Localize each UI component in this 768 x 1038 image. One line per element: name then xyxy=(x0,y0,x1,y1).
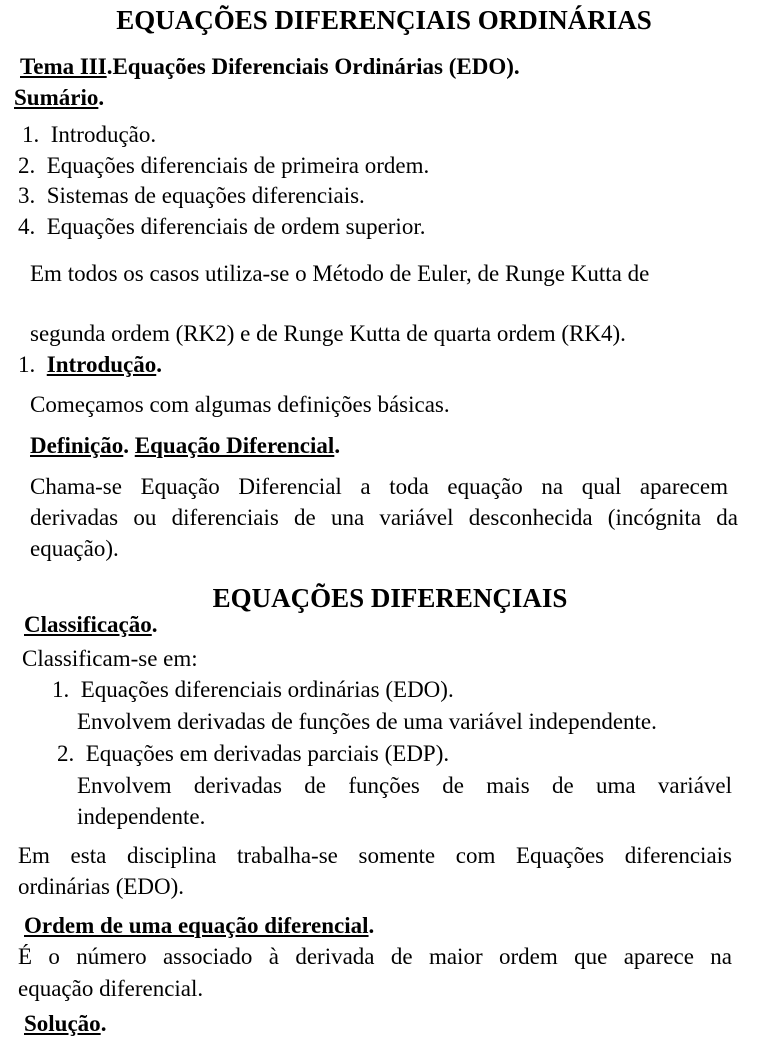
definition-suffix: . xyxy=(334,433,341,458)
intro-text: Começamos com algumas definições básicas. xyxy=(30,392,450,417)
definition-line-3: equação). xyxy=(30,536,119,561)
sumario-label: Sumário xyxy=(14,85,99,110)
class-intro: Classificam-se em: xyxy=(22,646,198,671)
solucao-suffix: . xyxy=(100,1011,107,1036)
definition-line-2: derivadas ou diferenciais de una variável desconhecida (incógnita da xyxy=(30,505,738,530)
class-item-1-desc: Envolvem derivadas de funções de uma variável independente. xyxy=(77,709,657,734)
classificacao-suffix: . xyxy=(151,612,158,637)
class-item-2-desc-line-2: independente. xyxy=(77,804,206,829)
tema-label: Tema III xyxy=(20,54,107,79)
definition-line-1: Chama-se Equação Diferencial a toda equação na qual aparecem xyxy=(30,474,728,499)
intro-heading xyxy=(18,351,162,379)
class-item-2 xyxy=(57,740,449,768)
ordem-suffix: . xyxy=(368,913,375,938)
summary-item-4 xyxy=(18,213,425,241)
methods-line-1: Em todos os casos utiliza-se o Método de Euler, de Runge Kutta de xyxy=(30,261,650,286)
class-item-2-desc-line-1: Envolvem derivadas de funções de mais de uma variável xyxy=(77,773,732,798)
list-text: Equações em derivadas parciais (EDP). xyxy=(85,741,450,766)
summary-item-1 xyxy=(22,121,156,149)
edo-line-2: ordinárias (EDO). xyxy=(18,874,185,899)
list-number: 2. xyxy=(57,741,75,766)
list-number: 2. xyxy=(18,153,36,178)
edo-line-1: Em esta disciplina trabalha-se somente com Equações diferenciais xyxy=(18,843,732,868)
sumario-suffix: . xyxy=(98,85,105,110)
list-number: 4. xyxy=(18,214,36,239)
list-text: Equações diferenciais de ordem superior. xyxy=(46,214,426,239)
definition-label: Definição xyxy=(30,433,124,458)
list-number: 1. xyxy=(52,677,70,702)
ordem-line-1: É o número associado à derivada de maior ordem que aparece na xyxy=(18,944,732,969)
summary-item-2 xyxy=(18,152,429,180)
classificacao-label: Classificação xyxy=(24,612,152,637)
section-title: EQUAÇÕES DIFERENÇIAIS xyxy=(212,583,568,613)
solucao-label: Solução xyxy=(24,1011,101,1036)
definition-heading xyxy=(30,432,340,460)
methods-line-2: segunda ordem (RK2) e de Runge Kutta de quarta ordem (RK4). xyxy=(30,321,626,346)
list-text: Introdução. xyxy=(50,122,157,147)
ordem-heading xyxy=(24,912,374,940)
definition-term: Equação Diferencial xyxy=(134,433,335,458)
page-title: EQUAÇÕES DIFERENÇIAIS ORDINÁRIAS xyxy=(116,5,652,35)
ordem-label: Ordem de uma equação diferencial xyxy=(24,913,369,938)
list-number: 1. xyxy=(22,122,40,147)
classificacao-heading xyxy=(24,611,158,639)
class-item-1 xyxy=(52,676,454,704)
list-text: Equações diferenciais de primeira ordem. xyxy=(46,153,430,178)
ordem-line-2: equação diferencial. xyxy=(18,976,204,1001)
list-number: 3. xyxy=(18,183,36,208)
sumario-heading xyxy=(14,84,104,112)
solucao-heading xyxy=(24,1010,106,1038)
tema-text: .Equações Diferenciais Ordinárias (EDO). xyxy=(106,54,520,79)
tema-heading xyxy=(20,53,520,81)
intro-suffix: . xyxy=(156,352,162,377)
list-text: Equações diferenciais ordinárias (EDO). xyxy=(80,677,454,702)
list-text: Sistemas de equações diferenciais. xyxy=(46,183,365,208)
intro-number: 1. xyxy=(18,352,36,377)
summary-item-3 xyxy=(18,182,365,210)
definition-sep: . xyxy=(123,433,135,458)
intro-label: Introdução xyxy=(46,352,157,377)
